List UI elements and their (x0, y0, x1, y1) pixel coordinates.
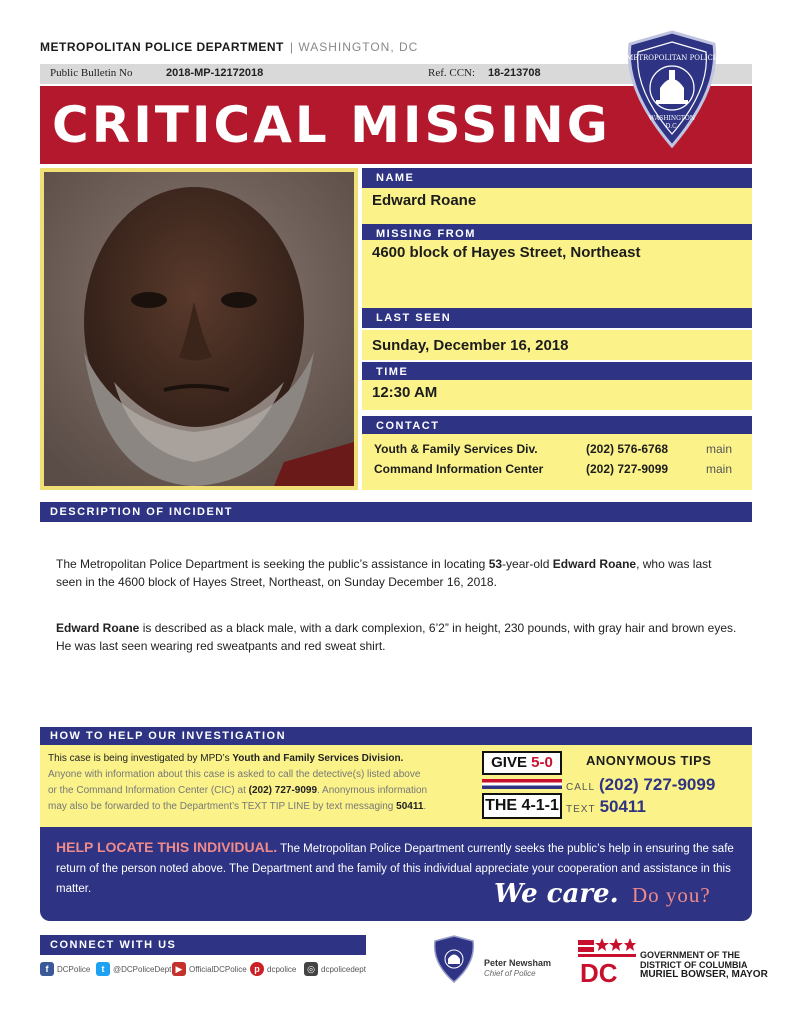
time-value: 12:30 AM (362, 380, 752, 410)
call-row (566, 775, 715, 795)
description-paragraph-1 (56, 555, 740, 591)
social-link[interactable] (304, 962, 366, 976)
department-name: METROPOLITAN POLICE DEPARTMENT (40, 40, 284, 54)
text-run: GIVE (491, 754, 532, 771)
help-locate-box (40, 827, 752, 921)
gov-line: DISTRICT OF COLUMBIA (640, 960, 748, 970)
call-number[interactable]: (202) 727-9099 (599, 775, 716, 794)
contact-phone[interactable]: (202) 727-9099 (586, 462, 669, 476)
division-name: Youth and Family Services Division. (232, 753, 404, 764)
chief-title: Chief of Police (484, 969, 536, 978)
person-name: Edward Roane (552, 557, 637, 571)
call-label: CALL (566, 782, 596, 793)
text-run: . Anonymous information (317, 785, 428, 796)
social-handle: OfficialDCPolice (189, 964, 247, 974)
social-handle: dcpolicedept (321, 964, 366, 974)
contact-phone[interactable]: (202) 576-6768 (586, 442, 669, 456)
photo-frame (40, 168, 358, 490)
text-run: , who was last seen in the 4600 block of Hayes Street, Northeast, on Sunday December 16, 2018. (56, 557, 712, 589)
name-value: Edward Roane (362, 188, 752, 228)
contact-row (374, 462, 733, 476)
bulletin-number: 2018-MP-12172018 (166, 67, 264, 79)
give-50-label (482, 751, 562, 775)
do-you-slogan: Do you? (632, 883, 711, 907)
help-heading: HOW TO HELP OUR INVESTIGATION (40, 727, 752, 745)
description-heading: DESCRIPTION OF INCIDENT (40, 502, 752, 522)
facebook-icon: f (40, 962, 54, 976)
missing-from-value: 4600 block of Hayes Street, Northeast (362, 240, 752, 308)
social-link[interactable] (96, 962, 171, 976)
youtube-icon: ▶ (172, 962, 186, 976)
we-care-slogan: We care. (494, 879, 619, 909)
name-heading: NAME (362, 168, 752, 188)
text-run: is described as a black male, with a dark complexion, 6’2” in height, 230 pounds, with gray hair and brown eyes. He was last seen wearing red sweatpants and red sweat shirt. (56, 621, 737, 653)
help-line (48, 783, 478, 799)
flag-stripes-icon (482, 779, 562, 789)
text-run: . (423, 801, 427, 812)
give-50-logo (482, 751, 562, 821)
text-run: The Metropolitan Police Department currently seeks the public’s help in ensuring the safe return of the person noted above. The Department and the family of this individual appreciate your cooperation and assistance in this matter. (56, 843, 734, 895)
contact-type: main (706, 442, 733, 456)
anonymous-tips-title: ANONYMOUS TIPS (586, 753, 712, 768)
pinterest-icon: p (250, 962, 264, 976)
help-locate-title: HELP LOCATE THIS INDIVIDUAL. (56, 839, 278, 855)
contact-unit: Youth & Family Services Div. (374, 442, 538, 456)
cic-phone[interactable]: (202) 727-9099 (248, 785, 318, 796)
help-line: Anyone with information about this case is asked to call the detective(s) listed above (48, 769, 421, 780)
text-run: 5-0 (531, 754, 553, 771)
bulletin-label: Public Bulletin No (50, 67, 133, 79)
department-city: | WASHINGTON, DC (289, 40, 419, 54)
text-number[interactable]: 50411 (599, 797, 646, 816)
missing-from-heading: MISSING FROM (362, 224, 752, 244)
gov-line: GOVERNMENT OF THE (640, 950, 741, 960)
text-run: -year-old (502, 557, 553, 571)
dc-government-logo (576, 936, 636, 986)
the-411-label: THE 4-1-1 (482, 793, 562, 819)
instagram-icon: ◎ (304, 962, 318, 976)
social-handle: @DCPoliceDept (113, 964, 172, 974)
social-handle: DCPolice (57, 964, 91, 974)
text-run: The Metropolitan Police Department is seeking the public’s assistance in locating (56, 557, 489, 571)
social-link[interactable] (250, 962, 296, 976)
contact-row (374, 442, 733, 456)
chief-name: Peter Newsham (484, 958, 552, 968)
person-name: Edward Roane (56, 621, 140, 635)
department-header (40, 40, 418, 54)
connect-heading: CONNECT WITH US (40, 935, 366, 955)
help-box (40, 745, 752, 827)
social-link[interactable] (172, 962, 247, 976)
social-handle: dcpolice (267, 964, 297, 974)
info-panel (362, 168, 752, 490)
help-line (48, 799, 478, 815)
text-run: or the Command Information Center (CIC) at (48, 785, 249, 796)
police-badge-logo (622, 30, 722, 148)
last-seen-value: Sunday, December 16, 2018 (362, 330, 752, 360)
text-run: may also be forwarded to the Department’s TEXT TIP LINE by text messaging (48, 801, 397, 812)
small-police-badge-icon (432, 935, 476, 983)
svg-text:WASHINGTON: WASHINGTON (648, 115, 696, 122)
dc-government-text (640, 950, 768, 980)
age: 53 (488, 557, 503, 571)
social-link[interactable] (40, 962, 90, 976)
text-label: TEXT (566, 804, 596, 815)
missing-person-photo (44, 172, 354, 486)
text-run: This case is being investigated by MPD’s (48, 753, 233, 764)
text-row (566, 797, 646, 817)
svg-text:DC: DC (580, 958, 618, 986)
twitter-icon: t (96, 962, 110, 976)
ref-number: 18-213708 (488, 67, 541, 79)
contact-unit: Command Information Center (374, 462, 544, 476)
time-heading: TIME (362, 362, 752, 382)
help-line (48, 751, 478, 767)
svg-text:METROPOLITAN POLICE: METROPOLITAN POLICE (626, 54, 718, 62)
help-text (48, 751, 478, 815)
svg-text:D.C.: D.C. (665, 123, 679, 130)
banner-title: CRITICAL MISSING (52, 96, 611, 154)
last-seen-heading: LAST SEEN (362, 308, 752, 328)
contact-type: main (706, 462, 733, 476)
contact-heading: CONTACT (362, 416, 752, 436)
text-tip-number[interactable]: 50411 (396, 801, 424, 812)
mayor-name: MURIEL BOWSER, MAYOR (640, 969, 768, 980)
ref-label: Ref. CCN: (428, 67, 476, 79)
description-paragraph-2 (56, 619, 740, 655)
